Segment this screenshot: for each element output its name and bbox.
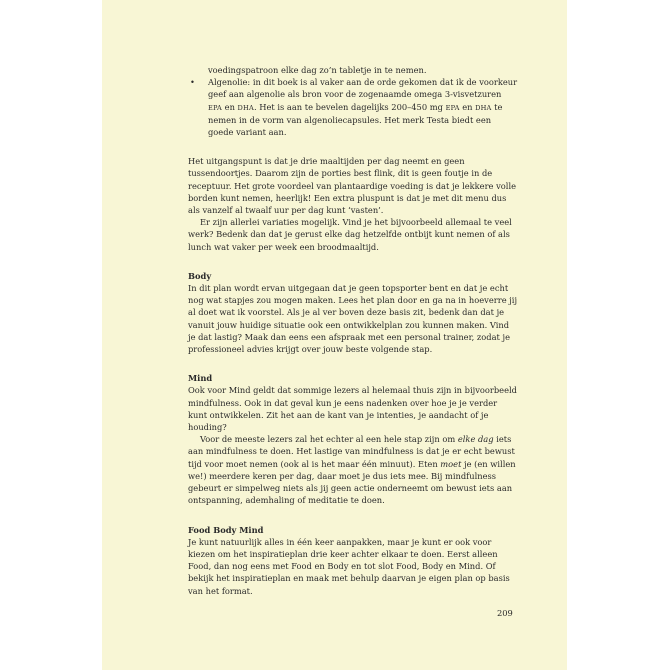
emphasis: moet xyxy=(440,458,462,469)
list-item-text: Algenolie: in dit boek is al vaker aan de orde gekomen dat ik de voorkeur geef aan algenolie als bron voor de zogenaamde omega 3-visvetzuren EPA en DHA. Het is aan te bevelen dagelijks 200–450 mg EPA en DHA te nemen in de vorm van algenoliecapsules. Het merk Testa biedt een goede variant aan. xyxy=(208,77,518,138)
page-number: 209 xyxy=(497,608,513,618)
abbr-epa: EPA xyxy=(208,103,223,112)
abbr-dha: DHA xyxy=(237,103,254,112)
list-item-text: voedingspatroon elke dag zo’n tabletje in te nemen. xyxy=(208,65,427,75)
section-heading: Body xyxy=(188,270,212,281)
book-page xyxy=(102,0,567,670)
paragraph: Er zijn allerlei variaties mogelijk. Vind je het bijvoorbeeld allemaal te veel werk? Bedenk dan dat je gerust elke dag hetzelfde ontbijt kunt nemen of als lunch wat vaker per week een broodmaaltijd. xyxy=(188,217,512,252)
paragraph: Ook voor Mind geldt dat sommige lezers al helemaal thuis zijn in bijvoorbeeld mindfulness. Ook in dat geval kun je eens nadenken over hoe je je verder kunt ontwikkelen. Zit het aan de kant van je intenties, je aandacht of je houding? xyxy=(188,385,517,433)
food-body-mind-section xyxy=(188,524,518,597)
page-content xyxy=(188,64,518,597)
paragraph: Je kunt natuurlijk alles in één keer aanpakken, maar je kunt er ook voor kiezen om het inspiratieplan drie keer achter elkaar te doen. Eerst alleen Food, dan nog eens met Food en Body en tot slot Food, Body en Mind. Of bekijk het inspiratieplan en maak met behulp daarvan je eigen plan op basis van het format. xyxy=(188,536,510,596)
body-section xyxy=(188,270,518,355)
paragraph: In dit plan wordt ervan uitgegaan dat je geen topsporter bent en dat je echt nog wat stapjes zou mogen maken. Lees het plan door en ga na in hoeverre jij al doet wat ik voorstel. Als je al ver boven deze basis zit, bedenk dan dat je vanuit jouw huidige situatie ook een ontwikkelplan zou kunnen maken. Vind je dat lastig? Maak dan eens een afspraak met een personal trainer, zodat je professioneel advies krijgt over jouw beste volgende stap. xyxy=(188,283,518,355)
intro-section xyxy=(188,155,518,253)
section-heading: Mind xyxy=(188,373,213,384)
emphasis: elke dag xyxy=(457,434,494,445)
abbr-epa: EPA xyxy=(445,103,460,112)
list-item xyxy=(188,64,518,76)
list-item xyxy=(188,76,518,138)
paragraph: Het uitgangspunt is dat je drie maaltijden per dag neemt en geen tussendoortjes. Daarom zijn de porties best flink, dit is geen foutje in de receptuur. Het grote voordeel van plantaardige voeding is dat je lekkere volle borden kunt nemen, heerlijk! Een extra pluspunt is dat je met dit menu dus als vanzelf al twaalf uur per dag kunt ‘vasten’. xyxy=(188,156,517,216)
supplement-list xyxy=(188,64,518,138)
paragraph: Voor de meeste lezers zal het echter al een hele stap zijn om elke dag iets aan mindfulness te doen. Het lastige van mindfulness is dat je er echt bewust tijd voor moet nemen (ook al is het maar één minuut). Eten moet je (en willen we!) meerdere keren per dag, daar moet je dus iets mee. Bij mindfulness gebeurt er simpelweg niets als jij geen actie onderneemt om bewust iets aan ontspanning, ademhaling of meditatie te doen. xyxy=(188,434,516,506)
section-heading: Food Body Mind xyxy=(188,524,264,535)
abbr-dha: DHA xyxy=(475,103,492,112)
mind-section xyxy=(188,372,518,506)
bullet-icon: • xyxy=(190,77,195,88)
